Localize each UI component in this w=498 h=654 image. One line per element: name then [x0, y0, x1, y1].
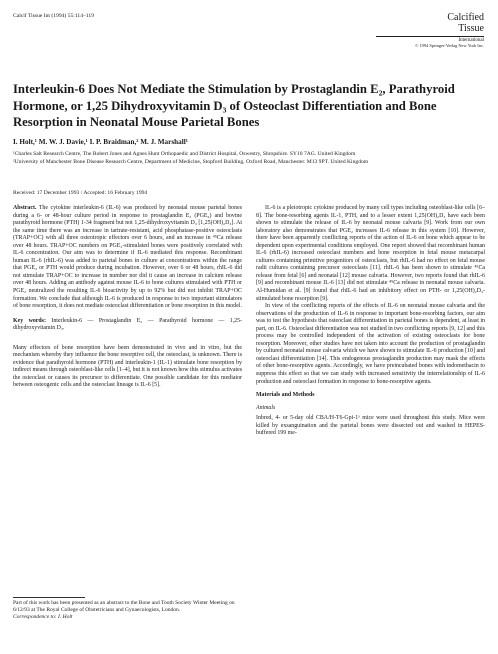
- intro-paragraph: Many effectors of bone resorption have been demonstrated in vivo and in vitro, but the mechanism whereby they influence the bone resorptive cell, the osteoclast, is unknown. There is evidence that parathyroid hormone (PTH) and interleukin-1 (IL-1) stimulate bone resorption by indirect means through osteoblast-like cells [1–4], but it is not known how this stimulus activates the osteoclast or causes its precursor to differentiate. One possible candidate for this mediator between osteogenic cells and the osteoclast lineage is IL-6 [5].: [13, 344, 242, 389]
- keywords-text: Interleukin-6 — Prostaglandin E₂ — Parathyroid hormone — 1,25-dihydroxyvitamin D₃.: [13, 317, 242, 332]
- brand-copyright: © 1994 Springer-Verlag New York Inc.: [415, 43, 484, 48]
- article-title: Interleukin-6 Does Not Mediate the Stimulation by Prostaglandin E₂, Parathyroid Hormone, or 1,25 Dihydroxyvitamin D₃ of Osteoclast Differentiation and Bone Resorption in Neonatal Mouse Parietal Bones: [13, 82, 455, 129]
- brand-line1: Calcified: [447, 12, 484, 23]
- journal-brand: [376, 12, 484, 48]
- animals-paragraph: Inbred, 4- or 5-day old CBA/H-T6-Gpi-1ᵃ mice were used throughout this study. Mice were killed by exsanguination and the parietal bones were dissected out and washed in HEPES-buffered 199 me-: [256, 415, 485, 437]
- brand-line2: Tissue: [458, 23, 484, 34]
- affiliations: [13, 151, 485, 166]
- footnote-correspondence: Correspondence to: I. Holt: [13, 614, 73, 621]
- subsection-heading-animals: Animals: [256, 404, 276, 411]
- body-paragraph-2: In view of the conflicting reports of the effects of IL-6 on neonatal mouse calvaria and the observations of the production of IL-6 in response to important bone-resorbing factors, our aim was to test the hypothesis that osteoclast differentiation in parietal bones is dependent, at least in part, on IL-6. Osteoclast differentiation was not studied in two conflicting reports [9, 12] and this process may be controlled independent of the activation of existing osteoclasts for bone resorption. Moreover, other studies have not taken into account the production of prostaglandin by cultured neonatal mouse calvaria which we have shown to stimulate IL-6 production [10] and osteoclast differentiation [14]. This endogenous prostaglandin production may mask the effects of other bone-resorptive agents. Accordingly, we have preincubated bones with indomethacin to suppress this effect so that we can study with increased sensitivity the interrelationship of IL-6 production and osteoclast formation in response to bone-resorptive agents.: [256, 303, 485, 385]
- keywords-label: Key words:: [13, 317, 46, 324]
- abstract-text: The cytokine interleukin-6 (IL-6) was produced by neonatal mouse parietal bones during a 6- or 48-hour culture period in response to prostaglandin E₂ (PGE₂) and bovine parathyroid hormone (PTH) 1-34 fragment but not 1,25-dihydroxyvitamin D₃ [1,25(OH)₂D₃]. At the same time there was an increase in tartrate-resistant, acid phosphatase-positive osteoclasts (TRAP+OC) with all three osteotropic effectors over 6 hours, and an increase in ⁴⁵Ca release over 48 hours. TRAP+OC numbers on PGE₂-stimulated bones were positively correlated with IL-6 concentration. Our aim was to determine if IL-6 mediated this response. Recombinant human IL-6 (rhIL-6) was added to parietal bones in culture at concentrations within the range that PGE₂ or PTH would produce during incubation. However, over 6 or 48 hours, rhIL-6 did not stimulate TRAP+OC to increase in number nor did it cause an increase in calcium release over 48 hours. Adding an antibody against mouse IL-6 to bone cultures stimulated with PTH or PGE₂ neutralized the resulting IL-6 bioactivity by up to 92% but did not inhibit TRAP+OC formation. We conclude that although IL-6 is produced in response to two important stimulators of bone resorption, it does not mediate osteoclast differentiation or bone resorption in this model.: [13, 205, 242, 310]
- affiliation-1: ¹Charles Salt Research Centre, The Robert Jones and Agnes Hunt Orthopaedic and District Hospital, Oswestry, Shropshire. SY10 7AG. United Kingdom: [13, 151, 356, 157]
- brand-line3: International: [458, 38, 484, 43]
- abstract-label: Abstract.: [13, 205, 37, 211]
- footnote-note: Part of this work has been presented as an abstract to the Bone and Tooth Society Winter Meeting on 6/12/93 at The Royal College of Obstetricians and Gynaecologists, London.: [13, 600, 235, 614]
- footnote-rule: [13, 597, 85, 598]
- section-heading-methods: Materials and Methods: [256, 392, 315, 399]
- keywords-paragraph: [13, 318, 242, 333]
- right-column: [256, 205, 485, 438]
- footnote: [13, 600, 242, 621]
- left-column: [13, 205, 242, 390]
- journal-citation: Calcif Tissue Int (1994) 55:114–119: [13, 13, 95, 19]
- brand-rule: [376, 36, 484, 37]
- body-paragraph-1: IL-6 is a pleiotropic cytokine produced by many cell types including osteoblast-like cells [6–8]. The bone-resorbing agents IL-1, PTH, and to a lesser extent 1,25(OH)₂D₃ have each been shown to stimulate the release of IL-6 by neonatal mouse calvaria [9]. Work from our own laboratory also demonstrates that PGE₂ increases IL-6 release in this system [10]. However, there have been apparently conflicting reports of the action of IL-6 on bone which appear to be dependent upon experimental conditions employed. One report showed that recombinant human IL-6 (rhIL-6) increased osteoclast numbers and bone resorption in fetal mouse metacarpal cultures containing primitive progenitors of osteoclasts, but rhIL-6 had no effect on fetal mouse radii cultures containing precursor osteoclasts [11]. rhIL-6 has been shown to stimulate ⁴⁵Ca release from fetal [6] and neonatal [12] mouse calvaria. However, two reports found that rhIL-6 [9] and recombinant mouse IL-6 [13] did not stimulate ⁴⁵Ca release in neonatal mouse calvaria. Al-Humidan et al. [9] found that rhIL-6 had an inhibitory effect on PTH- or 1,25(OH)₂D₃-stimulated bone resorption [9].: [256, 205, 485, 302]
- received-dates: Received: 17 December 1993 / Accepted: 16 February 1994: [13, 190, 148, 196]
- abstract-paragraph: [13, 205, 242, 311]
- author-list: I. Holt,¹ M. W. J. Davie,¹ I. P. Braidman,² M. J. Marshall¹: [13, 138, 188, 146]
- affiliation-2: ²University of Manchester Bone Disease Research Centre, Department of Medicine, Stopford Building, Oxford Road, Manchester. M13 9PT. United Kingdom: [13, 158, 369, 165]
